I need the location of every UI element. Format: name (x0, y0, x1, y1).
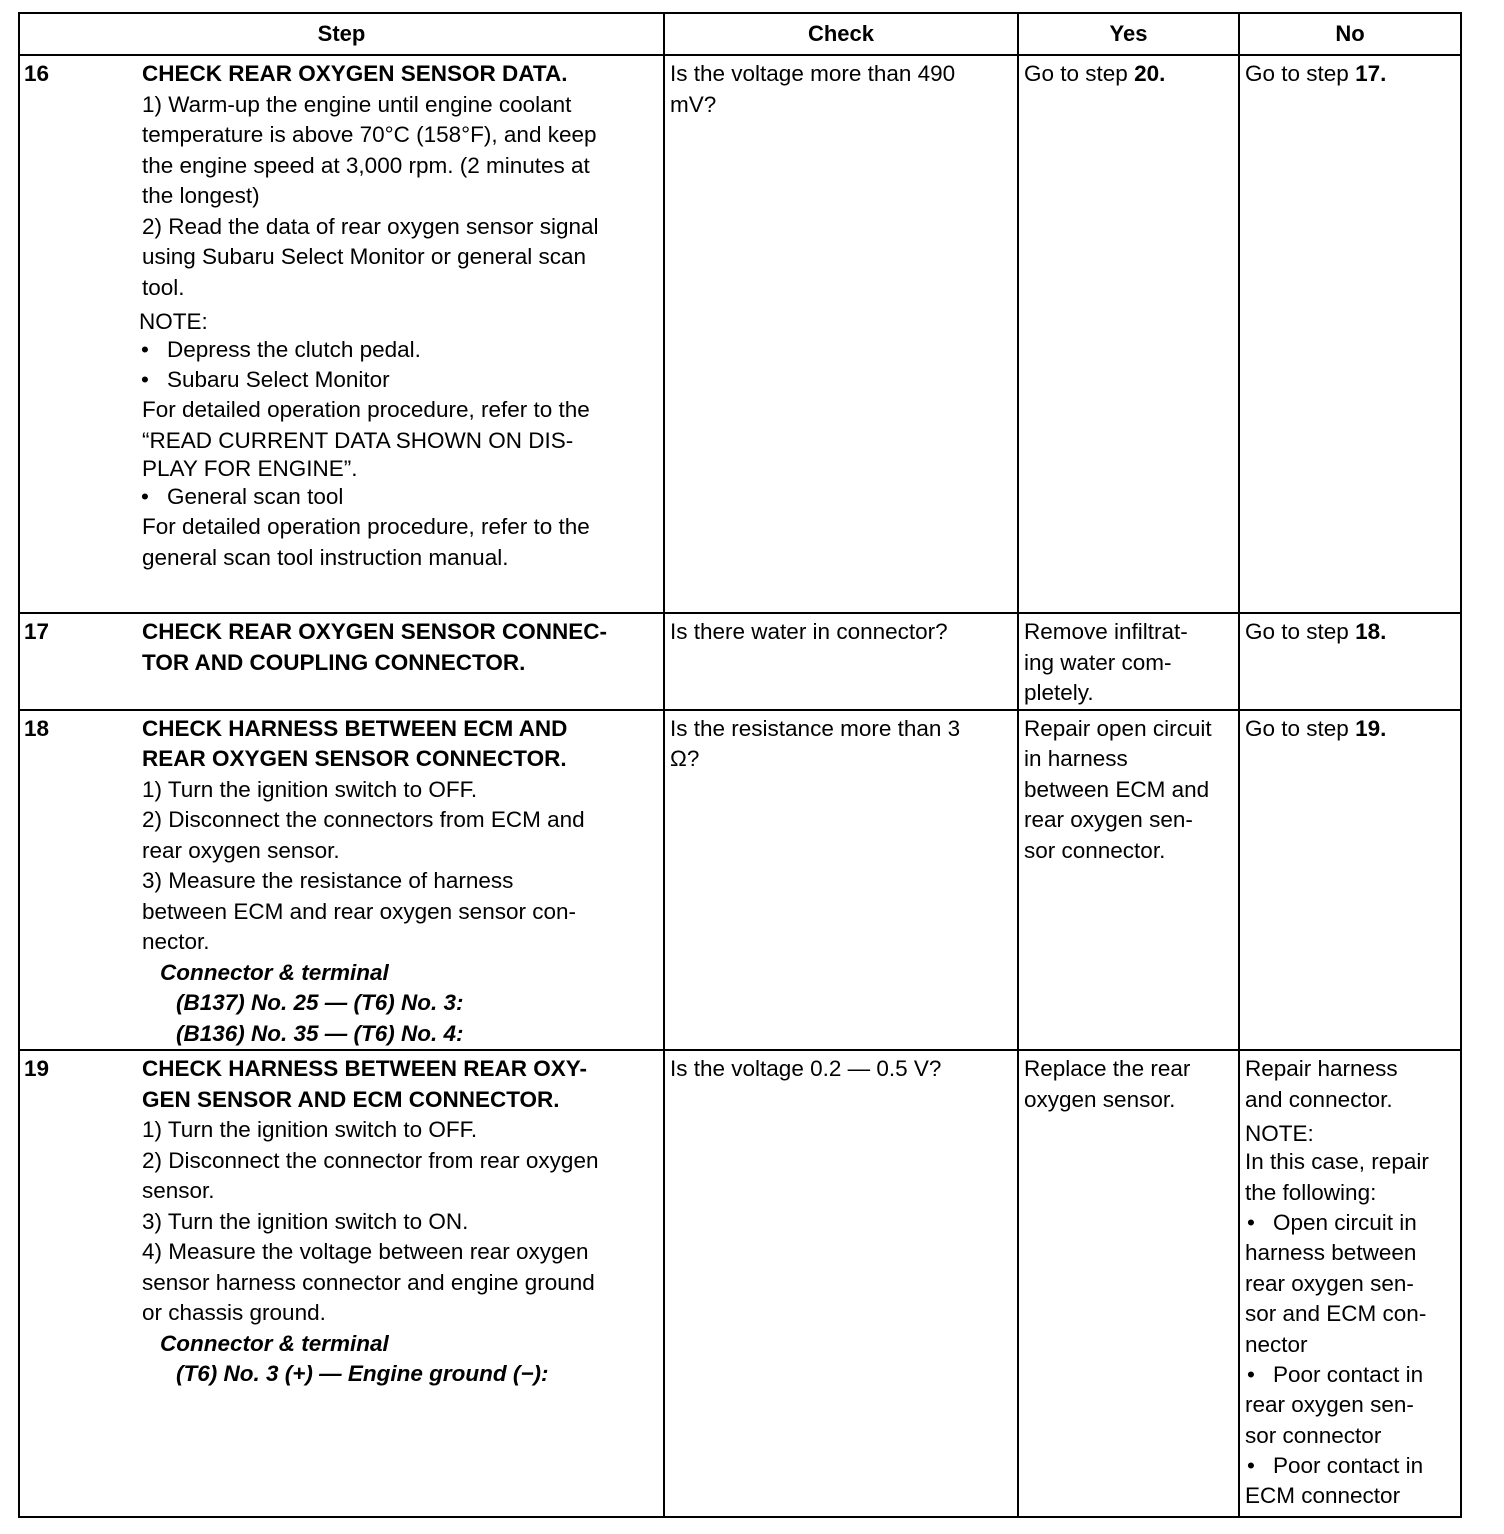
table-row-step-16 (19, 55, 1461, 613)
note-label: NOTE: (139, 309, 208, 334)
check-cell (664, 1050, 1018, 1517)
check-text-line: Is the voltage more than 490 (670, 61, 956, 86)
yes-cell (1018, 613, 1239, 710)
connector-terminal-item: (B136) No. 35 — (T6) No. 4: (176, 1020, 464, 1046)
diagnostic-table (18, 12, 1462, 1518)
no-note-line: nector (1245, 1331, 1308, 1357)
no-note-line: rear oxygen sen- (1245, 1270, 1414, 1296)
yes-text: Go to step (1024, 61, 1135, 86)
check-cell (664, 55, 1018, 613)
table-row-step-17 (19, 613, 1461, 710)
check-cell (664, 710, 1018, 1051)
bullet-text: Open circuit in (1273, 1210, 1417, 1235)
step-title: CHECK REAR OXYGEN SENSOR DATA. (142, 61, 568, 86)
yes-text-line: ing water com- (1024, 649, 1172, 675)
no-note-line: harness between (1245, 1240, 1417, 1265)
no-note-line: In this case, repair (1245, 1149, 1429, 1174)
step-text-line: sensor. (142, 1178, 215, 1203)
note-text-line: For detailed operation procedure, refer to the (142, 397, 590, 422)
step-text-line: between ECM and rear oxygen sensor con- (142, 898, 576, 924)
step-text-line: 3) Turn the ignition switch to ON. (142, 1208, 469, 1234)
step-title: CHECK HARNESS BETWEEN ECM AND (142, 715, 568, 741)
step-number: 17 (24, 619, 50, 644)
no-cell (1239, 1050, 1461, 1517)
bullet-icon: • (1247, 1210, 1255, 1235)
check-text-line: Is the resistance more than 3 (670, 715, 961, 741)
yes-text-line: sor connector. (1024, 837, 1166, 863)
check-text-line: Is there water in connector? (670, 619, 948, 644)
bullet-text: Depress the clutch pedal. (167, 337, 421, 362)
no-note-line: rear oxygen sen- (1245, 1392, 1414, 1417)
step-body (139, 56, 663, 573)
step-text-line: 3) Measure the resistance of harness (142, 868, 514, 893)
yes-cell (1018, 710, 1239, 1051)
bullet-icon: • (141, 484, 149, 509)
bullet-icon: • (141, 337, 149, 362)
bullet-text: Subaru Select Monitor (167, 367, 390, 392)
bullet-text: General scan tool (167, 484, 344, 509)
bullet-icon: • (1247, 1362, 1255, 1387)
no-cell (1239, 55, 1461, 613)
step-text-line: nector. (142, 929, 210, 954)
yes-step-ref: 20. (1134, 61, 1166, 86)
no-step-ref: 18. (1355, 619, 1387, 644)
header-row (19, 13, 1461, 55)
no-note-line: ECM connector (1245, 1483, 1401, 1508)
no-text: Go to step (1245, 715, 1356, 741)
no-step-ref: 17. (1355, 61, 1387, 86)
header-step: Step (19, 13, 664, 55)
yes-text-line: rear oxygen sen- (1024, 807, 1193, 832)
bullet-icon: • (1247, 1453, 1255, 1478)
step-text-line: or chassis ground. (142, 1300, 326, 1325)
no-text-line: and connector. (1245, 1086, 1393, 1112)
connector-terminal-item: (T6) No. 3 (+) — Engine ground (−): (176, 1361, 549, 1386)
step-note (139, 309, 659, 573)
yes-cell (1018, 1050, 1239, 1517)
yes-text-line: Remove infiltrat- (1024, 619, 1188, 644)
check-text-line: mV? (670, 91, 717, 117)
connector-terminal-label: Connector & terminal (160, 959, 389, 985)
note-bullet (139, 365, 659, 395)
step-text-line: 1) Turn the ignition switch to OFF. (142, 776, 478, 802)
step-text-line: temperature is above 70°C (158°F), and keep (142, 122, 597, 147)
note-text-line: general scan tool instruction manual. (142, 544, 509, 570)
step-body (142, 1051, 663, 1390)
no-text: Go to step (1245, 619, 1356, 644)
no-step-ref: 19. (1355, 715, 1387, 741)
step-text-line: sensor harness connector and engine ground (142, 1269, 595, 1295)
step-text-line: tool. (142, 274, 185, 300)
no-cell (1239, 710, 1461, 1051)
step-number: 16 (24, 61, 50, 86)
yes-text-line: in harness (1024, 746, 1128, 771)
step-title: CHECK HARNESS BETWEEN REAR OXY- (142, 1056, 588, 1081)
note-text-line: PLAY FOR ENGINE”. (142, 456, 358, 481)
no-text: Go to step (1245, 61, 1356, 86)
no-note-bullet (1245, 1208, 1456, 1238)
yes-text-line: Replace the rear (1024, 1056, 1191, 1081)
bullet-icon: • (141, 367, 149, 392)
note-text-line: For detailed operation procedure, refer to the (142, 514, 590, 539)
header-yes: Yes (1018, 13, 1239, 55)
step-body (142, 711, 663, 1050)
step-text-line: 1) Turn the ignition switch to OFF. (142, 1117, 478, 1142)
no-note-bullet (1245, 1360, 1456, 1390)
check-cell (664, 613, 1018, 710)
step-text-line: 2) Read the data of rear oxygen sensor signal (142, 213, 599, 239)
check-text-line: Ω? (670, 746, 700, 771)
connector-terminal-label: Connector & terminal (160, 1330, 389, 1356)
step-text-line: 2) Disconnect the connector from rear oxygen (142, 1147, 599, 1173)
check-text-line: Is the voltage 0.2 — 0.5 V? (670, 1056, 942, 1081)
table-row-step-18 (19, 710, 1461, 1051)
no-text-line: Repair harness (1245, 1056, 1398, 1081)
yes-text-line: Repair open circuit (1024, 715, 1212, 741)
bullet-text: Poor contact in (1273, 1362, 1424, 1387)
header-no: No (1239, 13, 1461, 55)
no-note-bullet (1245, 1451, 1456, 1481)
step-title: GEN SENSOR AND ECM CONNECTOR. (142, 1086, 560, 1112)
step-number: 19 (24, 1056, 50, 1081)
yes-cell (1018, 55, 1239, 613)
note-text-line: “READ CURRENT DATA SHOWN ON DIS- (142, 427, 574, 453)
step-title: REAR OXYGEN SENSOR CONNECTOR. (142, 746, 567, 771)
yes-text-line: oxygen sensor. (1024, 1086, 1176, 1112)
step-cell (19, 613, 664, 710)
table-row-step-19 (19, 1050, 1461, 1517)
step-text-line: 4) Measure the voltage between rear oxygen (142, 1239, 589, 1264)
step-text-line: rear oxygen sensor. (142, 837, 340, 863)
no-note-line: the following: (1245, 1179, 1377, 1205)
note-bullet (139, 335, 659, 365)
step-cell (19, 1050, 664, 1517)
connector-terminal-item: (B137) No. 25 — (T6) No. 3: (176, 990, 464, 1015)
no-note-line: sor connector (1245, 1422, 1382, 1448)
step-text-line: the longest) (142, 183, 260, 208)
yes-text-line: pletely. (1024, 680, 1094, 705)
step-title: CHECK REAR OXYGEN SENSOR CONNEC- (142, 619, 608, 644)
step-text-line: 1) Warm-up the engine until engine coolant (142, 91, 572, 117)
step-text-line: the engine speed at 3,000 rpm. (2 minutes at (142, 152, 590, 178)
header-check: Check (664, 13, 1018, 55)
step-title: TOR AND COUPLING CONNECTOR. (142, 649, 526, 675)
no-cell (1239, 613, 1461, 710)
step-text-line: using Subaru Select Monitor or general scan (142, 244, 587, 269)
no-note-label: NOTE: (1245, 1121, 1314, 1146)
step-body (142, 614, 663, 678)
no-note-line: sor and ECM con- (1245, 1301, 1427, 1326)
step-cell (19, 55, 664, 613)
step-number: 18 (24, 715, 50, 741)
step-cell (19, 710, 664, 1051)
bullet-text: Poor contact in (1273, 1453, 1424, 1478)
step-text-line: 2) Disconnect the connectors from ECM and (142, 807, 585, 832)
note-bullet (139, 482, 659, 512)
yes-text-line: between ECM and (1024, 776, 1210, 802)
